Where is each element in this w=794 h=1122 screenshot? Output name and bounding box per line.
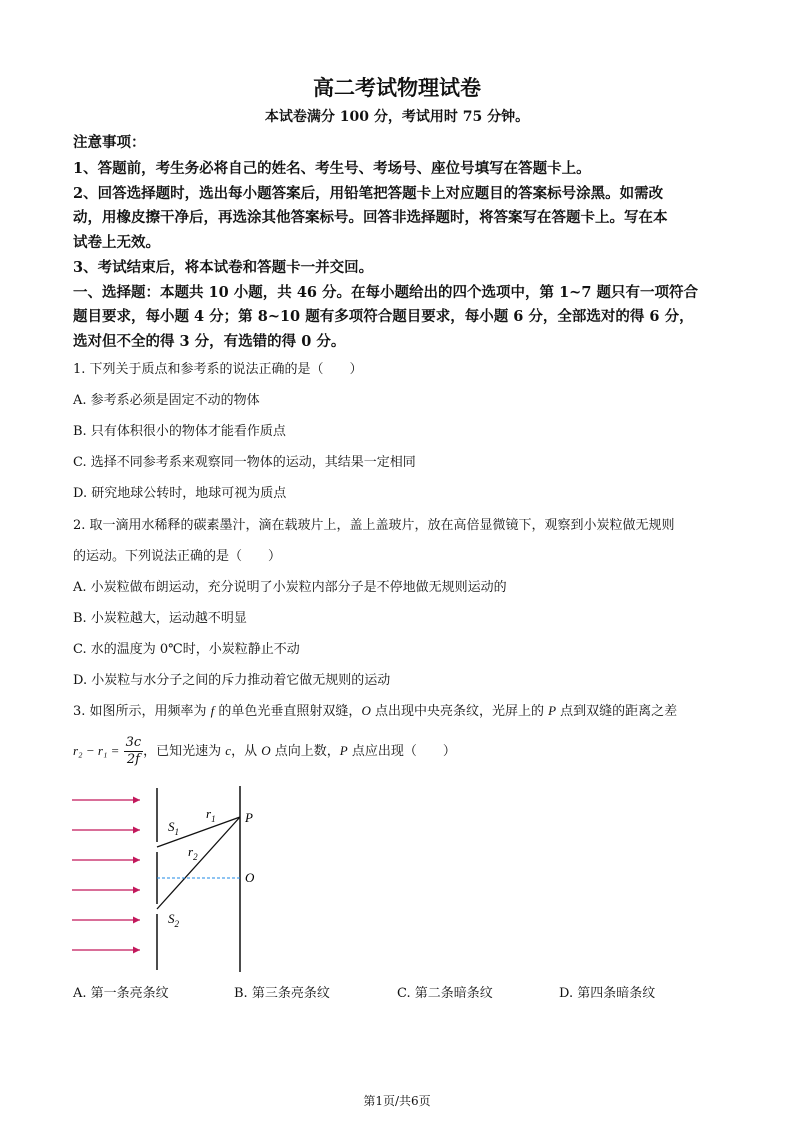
q3-formula-lhs: r₂ − r₁ = — [73, 743, 120, 758]
notes-item-2-line-2: 动，用橡皮擦干净后，再选涂其他答案标号。回答非选择题时，将答案写在答题卡上。写在本 — [73, 209, 668, 226]
section-1-line-2: 题目要求，每小题 4 分；第 8~10 题有多项符合题目要求，每小题 6 分，全部选对的得 6 分， — [73, 308, 694, 325]
notes-item-2-line-1: 2、回答选择题时，选出每小题答案后，用铅笔把答题卡上对应题目的答案标号涂黑。如需改 — [73, 185, 664, 202]
label-s1: $S_1$ — [168, 819, 179, 837]
notes-item-3: 3、考试结束后，将本试卷和答题卡一并交回。 — [73, 259, 374, 276]
label-s2: $S_2$ — [168, 911, 179, 929]
q2-option-d: D. 小炭粒与水分子之间的斥力推动着它做无规则的运动 — [73, 673, 391, 688]
q3-stem-line-2: r₂ − r₁ = $\frac{3c}{2f}$ ，已知光速为 c，从 O 点向上数，P 点应出现（ ） — [73, 735, 456, 767]
q1-option-d: D. 研究地球公转时，地球可视为质点 — [73, 486, 287, 501]
notes-item-1: 1、答题前，考生务必将自己的姓名、考生号、考场号、座位号填写在答题卡上。 — [73, 160, 591, 177]
q1-option-b: B. 只有体积很小的物体才能看作质点 — [73, 424, 286, 439]
incident-light-arrows — [72, 797, 140, 954]
q1-stem: 1. 下列关于质点和参考系的说法正确的是（ ） — [73, 362, 363, 377]
light-arrowhead-5 — [133, 917, 140, 924]
label-p: P — [245, 810, 253, 825]
q2-option-a: A. 小炭粒做布朗运动，充分说明了小炭粒内部分子是不停地做无规则运动的 — [73, 580, 507, 595]
q3-stem-line-1: 3. 如图所示，用频率为 f 的单色光垂直照射双缝，O 点出现中央亮条纹，光屏上的 P 点到双缝的距离之差 — [73, 703, 678, 719]
q2-stem-line-2: 的运动。下列说法正确的是（ ） — [73, 549, 282, 564]
page-footer: 第1页/共6页 — [363, 1094, 431, 1108]
light-arrowhead-4 — [133, 887, 140, 894]
q3-formula-fraction: $\frac{3c}{2f}$ — [125, 735, 142, 767]
q2-option-b: B. 小炭粒越大，运动越不明显 — [73, 611, 247, 626]
notes-heading: 注意事项： — [73, 134, 146, 151]
double-slit-figure — [60, 778, 300, 978]
q1-option-a: A. 参考系必须是固定不动的物体 — [73, 393, 260, 408]
notes-item-2-line-3: 试卷上无效。 — [73, 234, 160, 251]
q3-option-d: D. 第四条暗条纹 — [559, 986, 656, 1001]
label-o: O — [245, 870, 255, 885]
light-arrowhead-1 — [133, 797, 140, 804]
section-1-line-3: 选对但不全的得 3 分，有选错的得 0 分。 — [73, 333, 346, 350]
label-r1: $r_1$ — [206, 806, 216, 824]
light-arrowhead-2 — [133, 827, 140, 834]
section-1-line-1: 一、选择题：本题共 10 小题，共 46 分。在每小题给出的四个选项中，第 1~7 题只有一项符合 — [73, 284, 698, 301]
q1-option-c: C. 选择不同参考系来观察同一物体的运动，其结果一定相同 — [73, 455, 416, 470]
q3-option-b: B. 第三条亮条纹 — [234, 986, 330, 1001]
q3-option-c: C. 第二条暗条纹 — [397, 986, 493, 1001]
q2-stem-line-1: 2. 取一滴用水稀释的碳素墨汁，滴在载玻片上，盖上盖玻片，放在高倍显微镜下，观察到小炭粒做无规则 — [73, 518, 675, 533]
exam-title: 高二考试物理试卷 — [313, 75, 481, 100]
label-r2: $r_2$ — [188, 844, 198, 862]
light-arrowhead-6 — [133, 947, 140, 954]
q2-option-c: C. 水的温度为 0℃时，小炭粒静止不动 — [73, 642, 300, 657]
q3-option-a: A. 第一条亮条纹 — [73, 986, 169, 1001]
light-arrowhead-3 — [133, 857, 140, 864]
exam-subtitle: 本试卷满分 100 分，考试用时 75 分钟。 — [264, 109, 530, 125]
